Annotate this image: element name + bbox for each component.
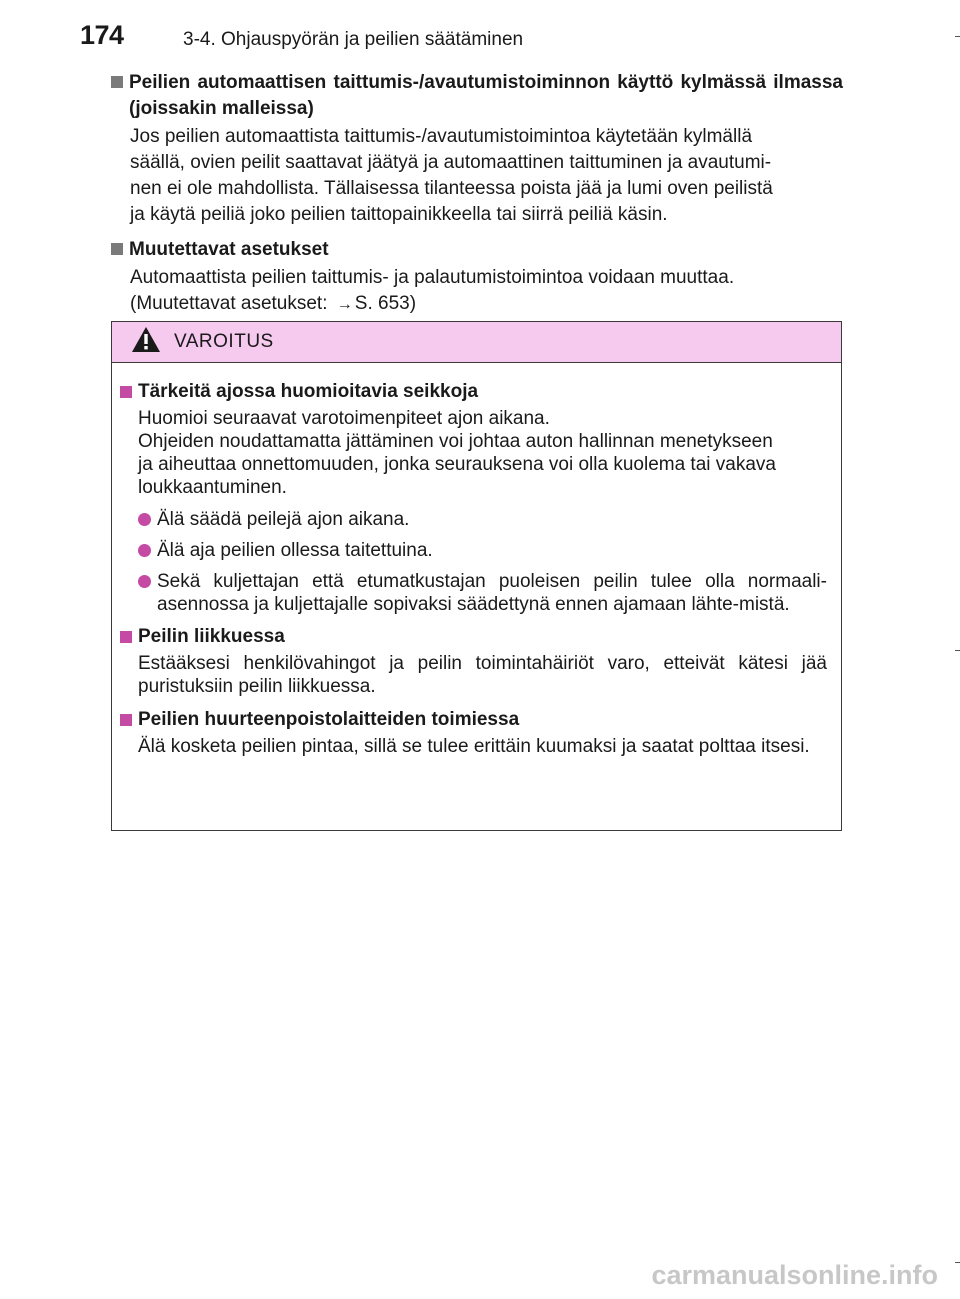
section-heading xyxy=(111,70,843,122)
warning-paragraph: Älä kosketa peilien pintaa, sillä se tulee erittäin kuumaksi ja saatat polttaa itsesi. xyxy=(138,736,810,757)
paragraph-line: ja aiheuttaa onnettomuuden, jonka seurauksena voi olla kuolema tai vakava xyxy=(138,454,776,475)
paragraph-line: Ohjeiden noudattamatta jättäminen voi johtaa auton hallinnan menetykseen xyxy=(138,431,773,452)
crop-mark-top xyxy=(955,36,960,37)
heading-text: Tärkeitä ajossa huomioitavia seikkoja xyxy=(138,381,479,402)
paragraph-line: Huomioi seuraavat varotoimenpiteet ajon aikana. xyxy=(138,408,550,429)
section-title: 3-4. Ohjauspyörän ja peilien säätäminen xyxy=(183,29,524,50)
paragraph-line: Jos peilien automaattista taittumis-/avautumistoimintoa käytetään kylmällä xyxy=(130,126,753,147)
warning-item-heading xyxy=(120,379,827,405)
warning-item-heading xyxy=(120,707,827,733)
warning-bullet-item xyxy=(120,508,827,531)
paragraph-line: ja käytä peiliä joko peilien taittopainikkeella tai siirrä peiliä käsin. xyxy=(130,204,668,225)
reference-prefix: (Muutettavat asetukset: xyxy=(130,293,333,314)
warning-bullet-item xyxy=(120,570,827,616)
page-number: 174 xyxy=(80,20,124,50)
heading-text: Muutettavat asetukset xyxy=(129,239,329,260)
heading-text: Peilin liikkuessa xyxy=(138,626,285,647)
warning-item-heading xyxy=(120,624,827,650)
warning-paragraph: Estääksesi henkilövahingot ja peilin toimintahäiriöt varo, etteivät kätesi jää puristuksiin peilin liikkuessa. xyxy=(138,653,827,697)
crop-mark-bottom xyxy=(955,1262,960,1263)
warning-body xyxy=(112,363,841,758)
heading-text: Peilien huurteenpoistolaitteiden toimiessa xyxy=(138,709,520,730)
paragraph-line: Automaattista peilien taittumis- ja palautumistoimintoa voidaan muuttaa. xyxy=(130,267,735,288)
main-content xyxy=(111,70,843,327)
warning-title: VAROITUS xyxy=(174,331,274,352)
section-heading xyxy=(111,237,843,263)
square-bullet-icon xyxy=(120,631,132,643)
warning-box xyxy=(111,321,842,831)
paragraph xyxy=(111,124,843,228)
arrow-right-icon: → xyxy=(336,296,353,313)
paragraph xyxy=(111,265,843,318)
square-bullet-icon xyxy=(111,76,123,88)
warning-bullet-item xyxy=(120,539,827,562)
warning-header xyxy=(112,322,841,363)
circle-bullet-icon xyxy=(138,575,151,588)
square-bullet-icon xyxy=(111,243,123,255)
bullet-text: Sekä kuljettajan että etumatkustajan puoleisen peilin tulee olla normaali-asennossa ja kuljettajalle sopivaksi säädettynä ennen ajamaan lähte-mistä. xyxy=(157,571,827,615)
paragraph-line: säällä, ovien peilit saattavat jäätyä ja automaattinen taittuminen ja avautumi- xyxy=(130,152,772,173)
watermark: carmanualsonline.info xyxy=(651,1260,938,1290)
paragraph-line xyxy=(130,291,843,318)
crop-mark-middle xyxy=(955,650,960,651)
warning-paragraph xyxy=(120,407,827,499)
warning-triangle-icon xyxy=(131,326,161,358)
bullet-text: Älä aja peilien ollessa taitettuina. xyxy=(157,540,433,561)
page-reference-link[interactable]: S. 653) xyxy=(354,293,417,314)
paragraph-line: nen ei ole mahdollista. Tällaisessa tilanteessa poista jää ja lumi oven peilistä xyxy=(130,178,773,199)
square-bullet-icon xyxy=(120,386,132,398)
heading-text: Peilien automaattisen taittumis-/avautumistoiminnon käyttö kylmässä ilmassa (joissakin malleissa) xyxy=(129,72,843,119)
paragraph-line: loukkaantuminen. xyxy=(138,477,287,498)
bullet-text: Älä säädä peilejä ajon aikana. xyxy=(157,509,410,530)
circle-bullet-icon xyxy=(138,513,151,526)
circle-bullet-icon xyxy=(138,544,151,557)
square-bullet-icon xyxy=(120,714,132,726)
